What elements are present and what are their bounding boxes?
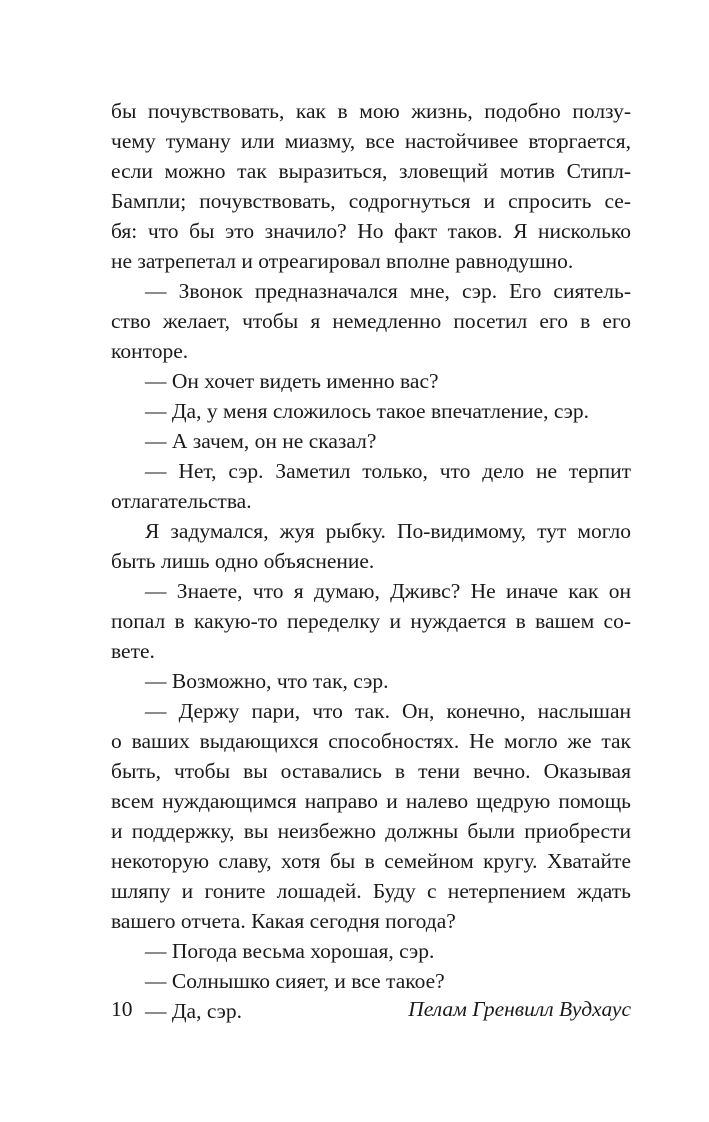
text-line: конторе.	[111, 339, 189, 363]
text-line: — Нет, сэр. Заметил только, что дело не терпит	[145, 459, 631, 483]
text-line: — Да, сэр.	[145, 999, 242, 1023]
text-line: — Знаете, что я думаю, Дживс? Не иначе как он	[145, 579, 631, 603]
text-line: Бампли; почувствовать, содрогнуться и спросить се-	[111, 189, 631, 213]
text-line: Я задумался, жуя рыбку. По-видимому, тут могло	[145, 519, 631, 543]
text-line: не затрепетал и отреагировал вполне равнодушно.	[111, 249, 574, 273]
text-line: — Держу пари, что так. Он, конечно, наслышан	[145, 699, 631, 723]
text-line: вете.	[111, 639, 155, 663]
text-line: и поддержку, вы неизбежно должны были приобрести	[111, 819, 631, 843]
text-line: — Он хочет видеть именно вас?	[145, 369, 439, 393]
page-number: 10	[111, 997, 133, 1021]
text-line: бя: что бы это значило? Но факт таков. Я нисколько	[111, 219, 631, 243]
page-body-text	[111, 96, 631, 1026]
text-line: — Солнышко сияет, и все такое?	[145, 969, 445, 993]
text-line: ство желает, чтобы я немедленно посетил его в его	[111, 309, 631, 333]
text-line: — Звонок предназначался мне, сэр. Его сиятель-	[145, 279, 631, 303]
text-line: бы почувствовать, как в мою жизнь, подобно ползу-	[111, 99, 631, 123]
text-line: — Да, у меня сложилось такое впечатление, сэр.	[145, 399, 590, 423]
text-line: — А зачем, он не сказал?	[145, 429, 377, 453]
text-line: — Погода весьма хорошая, сэр.	[145, 939, 435, 963]
text-line: чему туману или миазму, все настойчивее вторгается,	[111, 129, 631, 153]
text-line: о ваших выдающихся способностях. Не могло же так	[111, 729, 631, 753]
page-footer	[111, 994, 631, 1024]
text-line: отлагательства.	[111, 489, 252, 513]
text-line: вашего отчета. Какая сегодня погода?	[111, 909, 456, 933]
text-line: быть, чтобы вы оставались в тени вечно. Оказывая	[111, 759, 631, 783]
running-author: Пелам Гренвилл Вудхаус	[408, 997, 631, 1021]
text-line: всем нуждающимся направо и налево щедрую помощь	[111, 789, 631, 813]
text-line: быть лишь одно объяснение.	[111, 549, 375, 573]
text-line: если можно так выразиться, зловещий мотив Стипл-	[111, 159, 631, 183]
text-line: попал в какую-то переделку и нуждается в вашем со-	[111, 609, 631, 633]
text-line: шляпу и гоните лошадей. Буду с нетерпением ждать	[111, 879, 631, 903]
text-line: некоторую славу, хотя бы в семейном кругу. Хватайте	[111, 849, 631, 873]
text-line: — Возможно, что так, сэр.	[145, 669, 389, 693]
